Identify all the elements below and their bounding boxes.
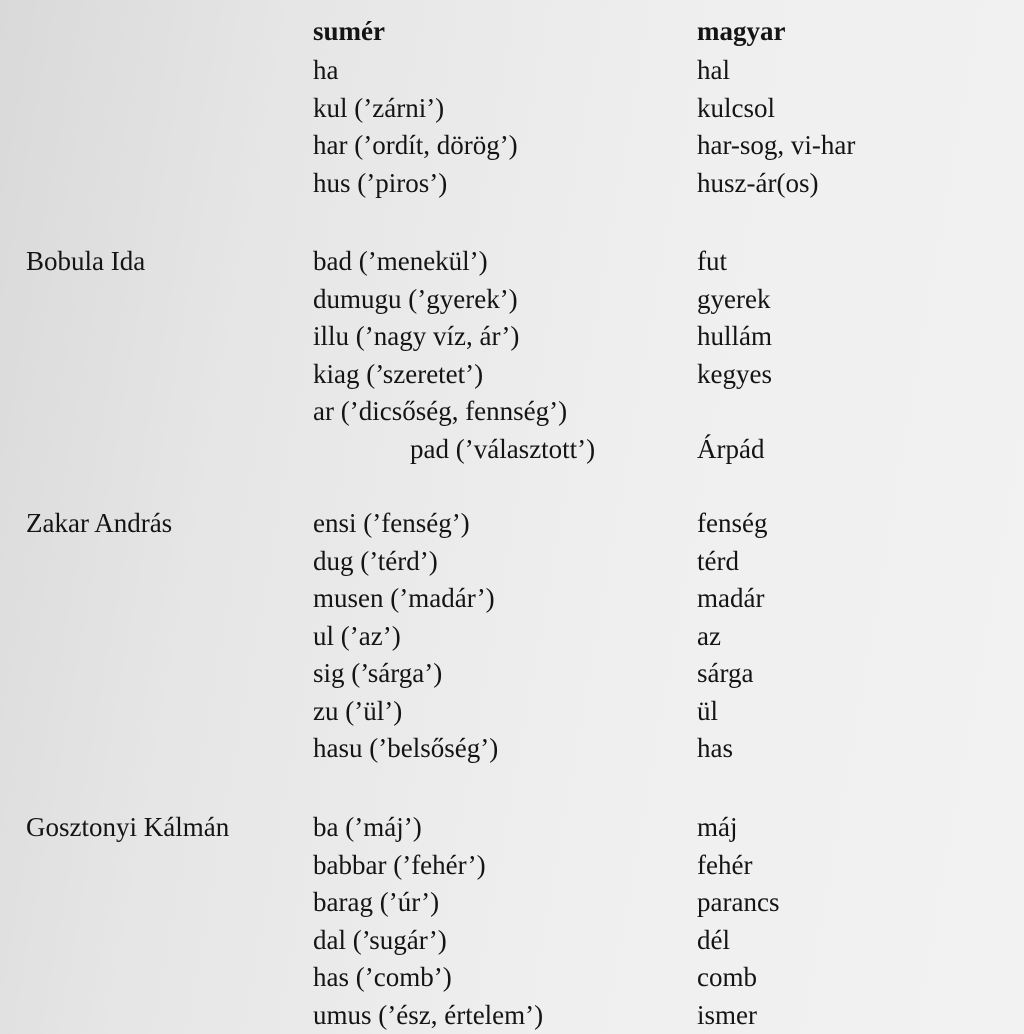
magyar-word: parancs — [697, 887, 780, 917]
word-pair-row — [0, 543, 1024, 581]
word-pair-row — [0, 52, 1024, 90]
magyar-word: fut — [697, 246, 727, 276]
magyar-word: Árpád — [697, 433, 765, 464]
sumer-word: zu (’ül’) — [313, 695, 403, 726]
author-name: Zakar András — [26, 508, 173, 538]
word-pair-row — [0, 997, 1024, 1034]
word-pair-row — [0, 618, 1024, 656]
magyar-word: hullám — [697, 321, 772, 351]
sumer-word: ha — [313, 55, 339, 85]
sumer-word: ensi (’fenség’) — [313, 508, 470, 538]
word-pair-row — [0, 318, 1024, 356]
section-unattributed — [0, 52, 1024, 202]
magyar-word: fehér — [697, 849, 753, 880]
word-pair-row — [0, 165, 1024, 203]
word-pair-row — [0, 580, 1024, 618]
word-pair-row — [0, 127, 1024, 165]
magyar-word: fenség — [697, 508, 768, 538]
sumer-word: dal (’sugár’) — [313, 924, 447, 955]
magyar-word: térd — [697, 545, 739, 576]
sumer-word: har (’ordít, dörög’) — [313, 130, 518, 160]
magyar-word: ül — [697, 695, 719, 726]
magyar-word: kegyes — [697, 358, 772, 389]
word-pair-row — [0, 505, 1024, 543]
magyar-word: az — [697, 620, 721, 651]
word-pair-row — [0, 809, 1024, 847]
sumer-word: barag (’úr’) — [313, 887, 440, 917]
word-pair-row — [0, 959, 1024, 997]
sumer-word: musen (’madár’) — [313, 583, 495, 613]
section-zakar-andras — [0, 505, 1024, 768]
section-bobula-ida — [0, 243, 1024, 468]
magyar-word: madár — [697, 583, 765, 613]
word-pair-row — [0, 90, 1024, 128]
sumer-word: umus (’ész, értelem’) — [313, 999, 544, 1030]
sumer-word: ar (’dicsőség, fennség’) — [313, 396, 568, 426]
sumer-word: pad (’választott’) — [410, 433, 596, 464]
section-gosztonyi-kalman — [0, 809, 1024, 1034]
magyar-word: husz-ár(os) — [697, 167, 819, 198]
sumer-word: kul (’zárni’) — [313, 92, 445, 123]
word-pair-row — [0, 281, 1024, 319]
magyar-word: ismer — [697, 999, 757, 1030]
column-header-sumer: sumér — [313, 16, 385, 46]
magyar-word: sárga — [697, 658, 754, 688]
word-pair-row — [0, 356, 1024, 394]
word-pair-row — [0, 847, 1024, 885]
magyar-word: kulcsol — [697, 92, 775, 123]
sumer-word: illu (’nagy víz, ár’) — [313, 321, 520, 351]
magyar-word: hal — [697, 55, 730, 85]
sumer-word: bad (’menekül’) — [313, 246, 488, 276]
sumer-word: kiag (’szeretet’) — [313, 358, 484, 389]
sumer-word: hus (’piros’) — [313, 167, 448, 198]
word-pair-row — [0, 243, 1024, 281]
magyar-word: har-sog, vi-har — [697, 130, 856, 160]
word-pair-row — [0, 655, 1024, 693]
word-pair-row — [0, 884, 1024, 922]
word-pair-row — [0, 922, 1024, 960]
magyar-word: dél — [697, 924, 730, 955]
sumer-word: babbar (’fehér’) — [313, 849, 486, 880]
sumer-word: hasu (’belsőség’) — [313, 733, 499, 763]
word-pair-row — [0, 431, 1024, 469]
word-pair-row — [0, 393, 1024, 431]
word-pair-row — [0, 693, 1024, 731]
sumer-word: dumugu (’gyerek’) — [313, 283, 518, 314]
word-pair-row — [0, 730, 1024, 768]
magyar-word: has — [697, 733, 733, 763]
sumer-word: ba (’máj’) — [313, 812, 422, 842]
magyar-word: gyerek — [697, 283, 771, 314]
sumer-word: dug (’térd’) — [313, 545, 438, 576]
sumer-word: sig (’sárga’) — [313, 658, 443, 688]
author-name: Gosztonyi Kálmán — [26, 812, 230, 842]
author-name: Bobula Ida — [26, 246, 146, 276]
magyar-word: máj — [697, 812, 738, 842]
magyar-word: comb — [697, 962, 757, 992]
column-header-magyar: magyar — [697, 16, 786, 46]
sumer-word: ul (’az’) — [313, 620, 401, 651]
sumer-word: has (’comb’) — [313, 962, 452, 992]
